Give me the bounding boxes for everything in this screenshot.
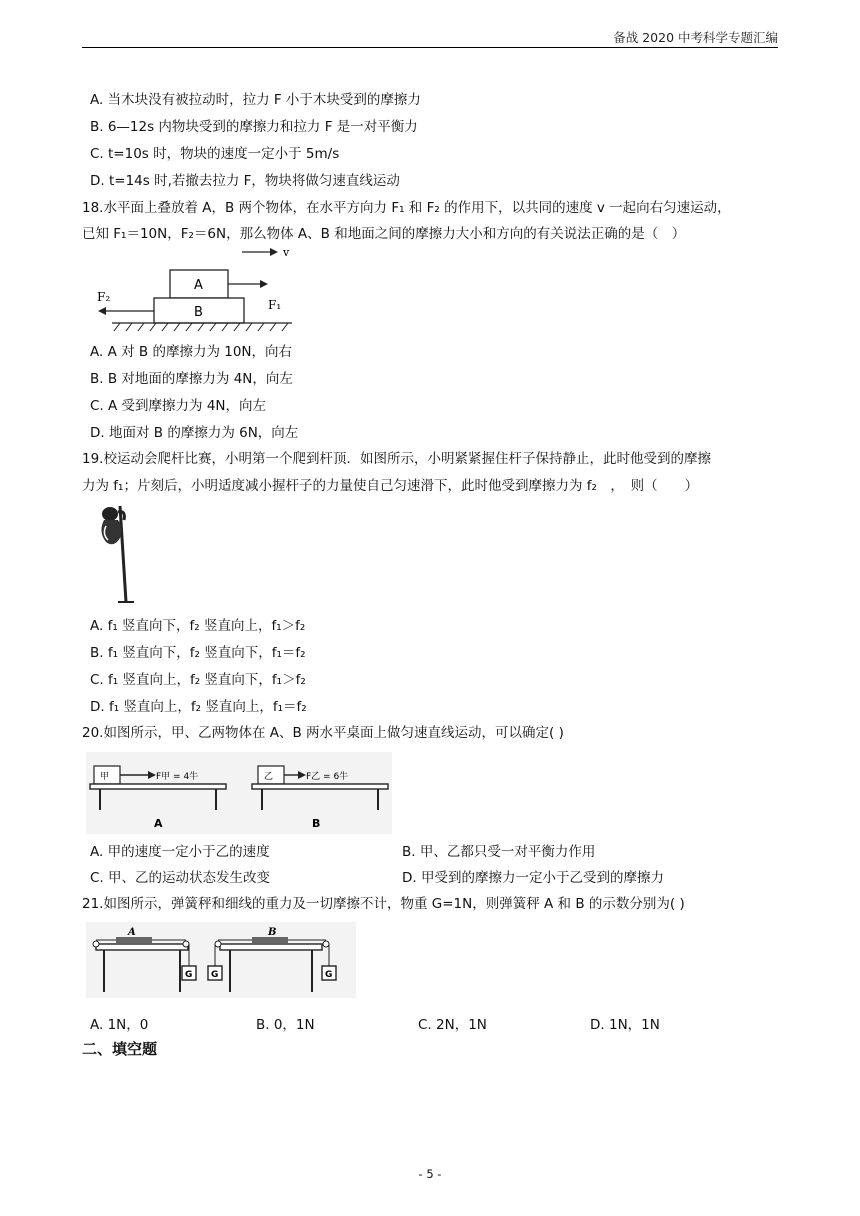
q17-option-c: C. t=10s 时，物块的速度一定小于 5m/s — [90, 146, 340, 162]
q19-climber-figure — [90, 500, 140, 608]
q18-stem-line1: 18.水平面上叠放着 A，B 两个物体，在水平方向力 F₁ 和 F₂ 的作用下，以共同的速度 v 一起向右匀速运动， — [82, 200, 731, 216]
q18-option-c: C. A 受到摩擦力为 4N，向左 — [90, 398, 267, 414]
q20-option-c: C. 甲、乙的运动状态发生改变 — [90, 870, 271, 886]
q18-figure — [92, 243, 312, 338]
q20-fig-label-b: B — [312, 817, 321, 830]
q21-fig-a: A — [128, 927, 136, 938]
q21-stem: 21.如图所示，弹簧秤和细线的重力及一切摩擦不计，物重 G=1N，则弹簧秤 A 和 B 的示数分别为( ) — [82, 896, 685, 912]
q21-option-c: C. 2N，1N — [418, 1017, 487, 1033]
page-number: - 5 - — [418, 1167, 442, 1181]
q20-fig-fyi: F乙 = 6牛 — [306, 772, 349, 782]
q21-fig-g1: G — [185, 970, 193, 980]
q18-fig-v: v — [283, 246, 290, 259]
q19-option-b: B. f₁ 竖直向下，f₂ 竖直向下，f₁＝f₂ — [90, 645, 306, 661]
q19-option-c: C. f₁ 竖直向上，f₂ 竖直向下，f₁＞f₂ — [90, 672, 306, 688]
q19-stem-line1: 19.校运动会爬杆比赛，小明第一个爬到杆顶．如图所示，小明紧紧握住杆子保持静止，此时他受到的摩擦 — [82, 451, 711, 467]
q20-stem: 20.如图所示，甲、乙两物体在 A、B 两水平桌面上做匀速直线运动，可以确定( ) — [82, 725, 564, 741]
q18-option-b: B. B 对地面的摩擦力为 4N，向左 — [90, 371, 293, 387]
q18-fig-b: B — [194, 305, 203, 320]
header-title: 备战 2020 中考科学专题汇编 — [613, 30, 778, 45]
q20-fig-jia: 甲 — [100, 772, 110, 782]
q17-option-d: D. t=14s 时,若撤去拉力 F，物块将做匀速直线运动 — [90, 173, 400, 189]
q20-fig-fjia: F甲 = 4牛 — [156, 772, 199, 782]
q21-option-a: A. 1N，0 — [90, 1017, 149, 1033]
header-rule — [82, 47, 778, 48]
q20-option-b: B. 甲、乙都只受一对平衡力作用 — [402, 844, 596, 860]
q20-fig-label-a: A — [154, 817, 163, 830]
q19-stem-line2: 力为 f₁；片刻后，小明适度减小握杆子的力量使自己匀速滑下，此时他受到摩擦力为 f₂ ， 则（ ） — [82, 478, 699, 494]
q20-figure — [86, 752, 392, 834]
q21-figure — [86, 922, 356, 998]
q17-option-b: B. 6—12s 内物块受到的摩擦力和拉力 F 是一对平衡力 — [90, 119, 418, 135]
q19-option-a: A. f₁ 竖直向下，f₂ 竖直向上，f₁＞f₂ — [90, 618, 306, 634]
q20-option-d: D. 甲受到的摩擦力一定小于乙受到的摩擦力 — [402, 870, 664, 886]
q18-fig-f2: F₂ — [97, 290, 111, 304]
q18-option-d: D. 地面对 B 的摩擦力为 6N，向左 — [90, 425, 299, 441]
q18-fig-f1: F₁ — [268, 298, 282, 312]
q18-stem-line2: 已知 F₁＝10N，F₂＝6N，那么物体 A、B 和地面之间的摩擦力大小和方向的有关说法正确的是（ ） — [82, 226, 686, 242]
q20-option-a: A. 甲的速度一定小于乙的速度 — [90, 844, 270, 860]
q21-fig-g2: G — [211, 970, 219, 980]
q19-option-d: D. f₁ 竖直向上，f₂ 竖直向上，f₁＝f₂ — [90, 699, 307, 715]
q21-fig-g3: G — [325, 970, 333, 980]
q21-option-b: B. 0，1N — [256, 1017, 315, 1033]
q17-option-a: A. 当木块没有被拉动时，拉力 F 小于木块受到的摩擦力 — [90, 92, 421, 108]
q21-fig-b: B — [268, 927, 277, 938]
q18-fig-a: A — [194, 278, 203, 293]
section-heading: 二、填空题 — [82, 1040, 158, 1058]
q21-option-d: D. 1N，1N — [590, 1017, 660, 1033]
q18-option-a: A. A 对 B 的摩擦力为 10N，向右 — [90, 344, 293, 360]
q20-fig-yi: 乙 — [264, 772, 274, 782]
